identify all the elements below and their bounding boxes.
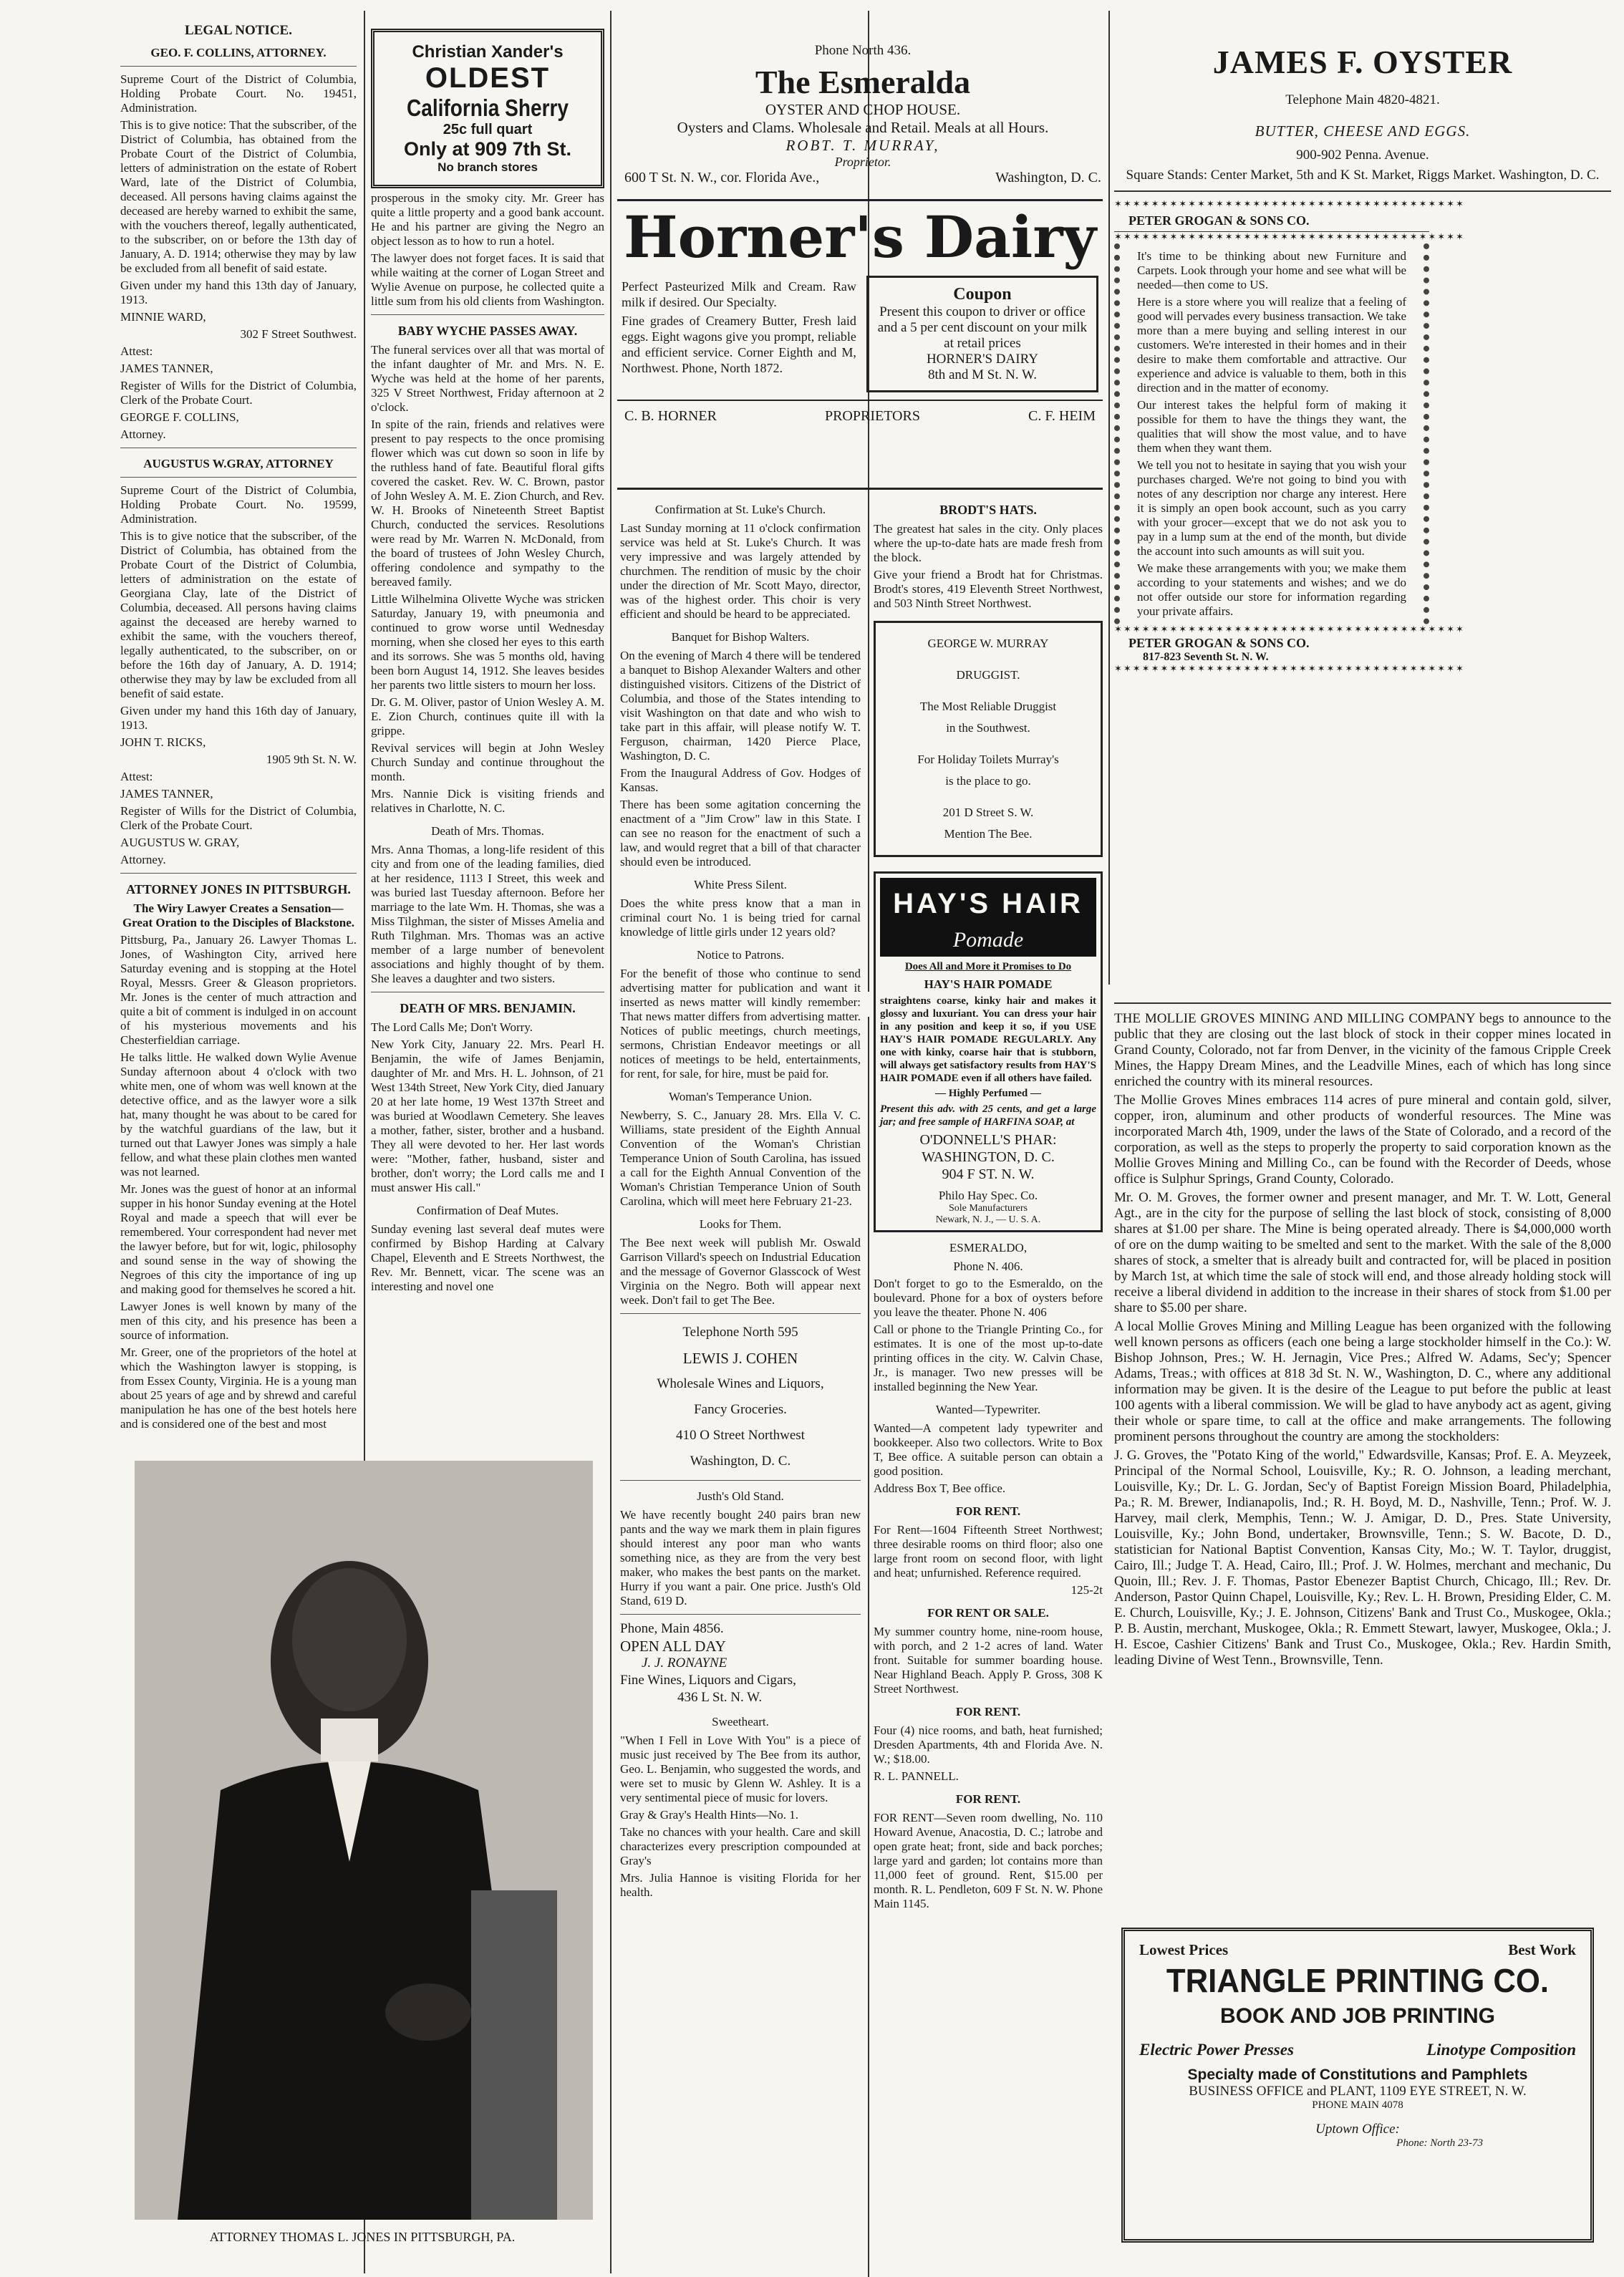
grogan-title: PETER GROGAN & SONS CO. [1114,211,1429,232]
notice2-body: This is to give notice that the subscriber, of the District of Columbia, has obtained from the Probate Court of the District of Columbia, letters of administration on the estate of Georgiana Clay, late of the District of Columbia, deceased. All persons having claims against the deceased are hereby warned to exhibit the same, with the vouchers thereof, legally authenticated, to the subscriber, on or before the 16th day of January, A. D. 1914; otherwise they may by law be excluded from all benefit of said estate. [120,529,357,700]
hays-logo-text: HAY'S HAIR [893,888,1083,919]
news-paragraph: In spite of the rain, friends and relatives were present to pay respects to the once promising flower which was cut down so soon in life by the ruthless hand of fate. Beautiful floral gifts covered the casket. Rev. W. C. Brown, pastor of John Wesley A. M. E. Zion Church, and Rev. W. H. Brooks of Nineteenth Street Baptist Church, conducted the services. Resolutions were read by Mr. Warren N. McDonald, from the board of trustees of John Wesley Church, offering condolence and sympathy to the bereaved family. [371,417,604,589]
sweetheart-headline: Sweetheart. [712,1715,769,1729]
news-paragraph: Take no chances with your health. Care and skill characterizes every prescription compounded at Gray's [620,1825,861,1867]
grogan-footer: PETER GROGAN & SONS CO. [1128,636,1310,650]
news-paragraph: Little Wilhelmina Olivette Wyche was stricken Saturday, January 19, with pneumonia and continued to grow worse until Wednesday morning, when she closed her eyes to this earth and its sorrows. She was 5 months old, having been born August 14, 1912. She leaves besides her parents two little sisters to mourn her loss. [371,592,604,692]
thomas-headline: Death of Mrs. Thomas. [431,824,544,838]
jones-photo-block [120,1461,604,2263]
hays-pomade-ad [874,871,1103,1232]
hays-store-line: WASHINGTON, D. C. [922,1149,1055,1165]
murray-druggist-ad [874,621,1103,857]
tp-subtitle: BOOK AND JOB PRINTING [1220,2004,1495,2028]
tp-lowest-prices: Lowest Prices [1139,1941,1229,1958]
rent4-headline: FOR RENT. [955,1792,1021,1806]
cohen-name: LEWIS J. COHEN [682,1350,798,1367]
ronayne-address: 436 L St. N. W. [677,1690,763,1705]
column-news-2 [371,14,604,1454]
grogan-body [1114,243,1429,624]
notice1-register: Register of Wills for the District of Columbia, Clerk of the Probate Court. [120,379,357,407]
dairy-text [622,276,856,392]
column-ads-4 [874,494,1103,2270]
dairy-title: Horner's Dairy [624,203,1096,271]
star-border: ✶✶✶✶✶✶✶✶✶✶✶✶✶✶✶✶✶✶✶✶✶✶✶✶✶✶✶✶✶✶✶✶✶✶✶✶✶✶ [1114,199,1465,210]
news-paragraph: Gray & Gray's Health Hints—No. 1. [620,1808,799,1822]
coupon-address: 8th and M St. N. W. [927,367,1037,382]
news-paragraph: Newberry, S. C., January 28. Mrs. Ella V. C. Williams, state president of the Eighth Annual Convention of the Woman's Christian Temperance Union of South Carolina, has issued a call for the Eighth Annual Convention of the Woman's Christian Temperance Union of South Carolina, which will meet here February 21-23. [620,1108,861,1208]
notice1-collins: GEORGE F. COLLINS, [120,410,239,424]
news-paragraph: For Rent—1604 Fifteenth Street Northwest; three desirable rooms on third floor; also one large front room on second floor, with light and heat; unfurnished. Reference required. [874,1523,1103,1580]
jones-paragraph: Lawyer Jones is well known by many of the men of this city, and his presence has been a source of information. [120,1300,357,1342]
notice2-attest: Attest: [120,770,153,783]
tp-best-work: Best Work [1508,1941,1576,1958]
divider [1114,190,1611,192]
proprietors-label: PROPRIETORS [824,408,920,424]
murray-title: DRUGGIST. [956,668,1020,682]
notice2-court: Supreme Court of the District of Columbia, Holding Probate Court. No. 19599, Administration. [120,483,357,526]
jones-subhead: The Wiry Lawyer Creates a Sensation—Great Oration to the Disciples of Blackstone. [122,901,355,929]
news-paragraph: The lawyer does not forget faces. It is said that while waiting at the corner of Logan Street and Wylie Avenue on purpose, he collected quite a little sum from his old clients from Washington. [371,251,605,308]
temperance-headline: Woman's Temperance Union. [669,1090,812,1103]
jones-paragraph: Pittsburg, Pa., January 26. Lawyer Thomas L. Jones, of Washington City, arrived here Saturday evening and is stopping at the Hotel Royal, Messrs. Greer & Gleason proprietors. Mr. Jones is the center of much attraction and quite a bit of comment is indulged in on account of his mysterious movements and his Chesterfieldian carriage. [120,933,357,1047]
murray-name: GEORGE W. MURRAY [927,637,1049,650]
hays-logo [880,878,1096,957]
news-paragraph: Does the white press know that a man in criminal court No. 1 is being tried for carnal knowledge of little girls under 12 years old? [620,896,861,939]
oyster-address: 900-902 Penna. Avenue. [1296,148,1429,163]
esmeralda-owner: ROBT. T. MURRAY, [786,137,940,154]
sherry-brand: Christian Xander's [412,42,564,62]
oyster-title: JAMES F. OYSTER [1212,44,1513,80]
oyster-line: BUTTER, CHEESE AND EGGS. [1255,122,1471,140]
news-paragraph: Dr. G. M. Oliver, pastor of Union Wesley A. M. E. Zion Church, continues quite ill with la grippe. [371,695,604,738]
notice1-attorney: Attorney. [120,427,166,441]
tp-top-row [1139,1941,1576,1959]
silent-headline: White Press Silent. [694,878,787,891]
column-rule [610,11,612,2273]
grogan-paragraph: Here is a store where you will realize that a feeling of good will pervades every business transaction. We take more than a mere buying and selling interest in our customers. We're interested in their homes and in their desire to make them comfortable and attractive. Our experience and advice is valuable to them, both in this direction and in the matter of economy. [1137,295,1406,395]
hays-maker [880,1189,1096,1226]
news-paragraph: Call or phone to the Triangle Printing Co., for estimates. It is one of the most up-to-date printing offices in the city. W. Calvin Chase, Jr., is manager. Two new presses will be installed beginning the New Year. [874,1323,1103,1393]
hays-perfumed: — Highly Perfumed — [935,1088,1041,1099]
dairy-paragraph: Perfect Pasteurized Milk and Cream. Raw milk if desired. Our Specialty. [622,279,856,309]
murray-line: The Most Reliable Druggist [919,700,1057,713]
esmeralda-phone: Phone North 436. [814,43,912,58]
jones-headline: ATTORNEY JONES IN PITTSBURGH. [126,882,351,896]
hays-offer: Present this adv. with 25 cents, and get a large jar; and free sample of HARFINA SOAP, at [880,1103,1096,1128]
banquet-headline: Banquet for Bishop Walters. [671,630,810,644]
news-paragraph: Mrs. Anna Thomas, a long-life resident of this city and from one of the leading families, died at her residence, 1113 I Street, this week and was buried last Tuesday afternoon. Before her marriage to the late Wm. H. Thomas, she was a Miss Tilghman, the sister of Misses Amelia and Ruth Tilghman. Mrs. Thomas was an active member of a large number of benevolent associations and highly thought of by them. She leaves a daughter and two sisters. [371,843,604,985]
patrons-headline: Notice to Patrons. [696,948,785,962]
oyster-phone: Telephone Main 4820-4821. [1285,92,1440,107]
hays-store [880,1131,1096,1183]
hays-logo-pomade: Pomade [952,928,1024,952]
esmeralda-title: The Esmeralda [755,64,971,100]
rent2-headline: FOR RENT OR SALE. [927,1606,1049,1620]
horners-dairy-ad [617,199,1103,490]
dairy-paragraph: Fine grades of Creamery Butter, Fresh laid eggs. Eight wagons give you prompt, reliable and efficient service. Corner Eighth and M, Northwest. Phone, North 1872. [622,314,856,375]
news-paragraph: For the benefit of those who continue to send advertising matter for publication and want it inserted as news matter will kindly remember: That news matter differs from advertising matter. Notices of public meetings, church meetings, sermons, Christian Endeavor meetings or all notices of meetings to be held, entertainments, for rent, for sale, for hire, must be paid for. [620,967,861,1081]
hays-maker-line: Philo Hay Spec. Co. [938,1189,1038,1202]
dairy-coupon[interactable] [866,276,1098,392]
divider [371,314,604,315]
esmeralda-ad [617,14,1108,208]
grogan-address: 817-823 Seventh St. N. W. [1143,651,1269,663]
news-paragraph: From the Inaugural Address of Gov. Hodges of Kansas. [620,766,861,794]
cohen-ad [620,1320,861,1474]
column-rule [868,1017,869,2277]
esmeralda-proprietor: Proprietor. [834,155,891,169]
news-paragraph: Four (4) nice rooms, and bath, heat furnished; Dresden Apartments, 4th and Florida Ave. N. W.; $18.00. [874,1724,1103,1766]
mining-paragraph: THE MOLLIE GROVES MINING AND MILLING COMPANY begs to announce to the public that they are closing out the last block of stock in their copper mines located in Grand County, Colorado, not far from Denver, in the vicinity of the famous Cripple Creek Mines, the Happy Dream Mines, and the Leadville Mines, each of which has long since enriched the country with its mineral resources. [1114,1011,1611,1089]
ronayne-ad [620,1620,861,1706]
news-paragraph: My summer country home, nine-room house, with porch, and 2 1-2 acres of land. Water front. Suitable for summer boarding house. Near Highland Beach. Apply P. Gross, 308 K Street Northwest. [874,1625,1103,1696]
ronayne-open: OPEN ALL DAY [620,1638,726,1655]
news-paragraph: Don't forget to go to the Esmeraldo, on the boulevard. Phone for a box of oysters before you leave the theater. Phone N. 406 [874,1277,1103,1319]
notice1-given: Given under my hand this 13th day of January, 1913. [120,279,357,306]
column-news-3 [620,494,861,2270]
sherry-price: 25c full quart [443,122,533,137]
hays-paragraph: straightens coarse, kinky hair and makes it glossy and luxuriant. You can dress your hair in any position and keep it so, if you USE HAY'S HAIR POMADE REGULARLY. Any one with kinky, coarse hair that is stubborn, will always get satisfactory results from HAY'S HAIR POMADE even if all others have failed. [880,995,1096,1084]
notice2-register: Register of Wills for the District of Columbia, Clerk of the Probate Court. [120,804,357,832]
jones-paragraph: He talks little. He walked down Wylie Avenue Sunday afternoon about 4 o'clock with two white men, one of whom was well known at the detective office, and as the lawyer wore a silk hat, many thought he was about to be cared for by the watchful guardians of the law, but it turned out that Lawyer Jones was simply a hale fellow, and what these plain clothes men wanted was not learned. [120,1050,357,1179]
legal-notice-title: LEGAL NOTICE. [185,23,292,38]
news-paragraph: Mrs. Nannie Dick is visiting friends and relatives in Charlotte, N. C. [371,787,604,815]
proprietor-right: C. F. HEIM [1028,408,1096,424]
esmeralda-subtitle: OYSTER AND CHOP HOUSE. [765,101,961,118]
mining-company-article [1114,995,1611,1926]
benjamin-headline: DEATH OF MRS. BENJAMIN. [400,1001,576,1015]
hays-maker-line: Newark, N. J., — U. S. A. [935,1214,1041,1225]
news-paragraph: The Bee next week will publish Mr. Oswald Garrison Villard's speech on Industrial Education and the message of Governor Glasscock of West Virginia on the Negro. Both will appear next week. Don't fail to get The Bee. [620,1236,861,1307]
divider [1114,1002,1611,1004]
dairy-columns [617,273,1103,395]
news-paragraph: Last Sunday morning at 11 o'clock confirmation service was held at St. Luke's Church. It was very impressive and was largely attended by churchmen. The rendition of music by the choir under the direction of Mr. Scott Mayo, director, was of the highest order. This choir is very efficient and should be heard to be appreciated. [620,521,861,621]
tp-office: BUSINESS OFFICE and PLANT, 1109 EYE STREET, N. W. [1189,2084,1527,2099]
column-rule [1108,11,1110,985]
cohen-line: Washington, D. C. [690,1454,791,1469]
news-paragraph: The funeral services over all that was mortal of the infant daughter of Mr. and Mrs. N. E. Wyche was held at the home of her parents, 325 V Street Northwest, Friday afternoon at 2 o'clock. [371,343,604,414]
esmeralda-services: Oysters and Clams. Wholesale and Retail. Meals at all Hours. [677,119,1049,136]
news-paragraph: We have recently bought 240 pairs bran new pants and the way we mark them in plain figures should interest any poor man who wants something nice, as they are from the very best maker, who makes the best pants on the market. Hurry if you want a pair. One price. Justh's Old Stand, 619 D. [620,1508,861,1608]
hays-title: HAY'S HAIR POMADE [924,977,1053,991]
brodt-headline: BRODT'S HATS. [939,503,1037,517]
sherry-address: Only at 909 7th St. [403,138,572,160]
tp-uptown-phone: Phone: North 23-73 [1396,2137,1483,2149]
esmeralda-city: Washington, D. C. [995,170,1101,185]
wanted-headline: Wanted—Typewriter. [935,1403,1041,1416]
coupon-title: Coupon [953,285,1012,304]
divider [120,477,357,478]
esmeraldo-headline: ESMERALDO, [949,1241,1028,1254]
sherry-branch: No branch stores [438,160,538,174]
mutes-headline: Confirmation of Deaf Mutes. [416,1204,559,1217]
news-paragraph: There has been some agitation concerning the enactment of a "Jim Crow" law in this State. I can see no reason for the enactment of such a law, and would regret that a bill of that character should even be introduced. [620,798,861,869]
mining-paragraph: A local Mollie Groves Mining and Milling League has been organized with the following well known persons as officers (each one being a large stockholder himself in the Co.): W. Bishop Johnson, Pres.; W. H. Jernagin, Vice Pres.; Alfred W. Adams, Sec'y; Spencer Adams, Treas.; with offices at 818 3d St. N. W., Washington, D. C., where any additional information may be given. It is the desire of the League to put before the public at least 100 agents with a liberal commission. We will be glad to have anybody act as agent, giving their whole or spare time, to call at the office and make arrangements. The following prominent persons throughout the country are among the stockholders: [1114,1319,1611,1444]
news-paragraph: Wanted—A competent lady typewriter and bookkeeper. Also two collectors. Write to Box T, Bee office. A suitable person can obtain a good position. [874,1421,1103,1478]
news-paragraph: New York City, January 22. Mrs. Pearl H. Benjamin, the wife of James Benjamin, daughter of Mr. and Mrs. H. L. Johnson, of 21 West 134th Street, New York City, died January 20 at her late home, 19 West 137th Street and was buried at Woodlawn Cemetery. She leaves a mother, father, sister, brother and a husband. They all were devoted to her. Her last words were: "Mother, father, husband, sister and brother, don't worry; the Lord calls me and I must answer His call." [371,1038,604,1194]
divider [620,1614,861,1615]
notice2-name: JOHN T. RICKS, [120,735,206,749]
ronayne-name: J. J. RONAYNE [642,1655,728,1671]
tp-specialty: Specialty made of Constitutions and Pamphlets [1187,2066,1528,2083]
brodt-paragraph: The greatest hat sales in the city. Only places where the up-to-date hats are made fresh from the block. [874,522,1103,564]
tp-linotype: Linotype Composition [1426,2041,1576,2059]
news-paragraph: prosperous in the smoky city. Mr. Greer has quite a little property and a good bank account. He and his partner are giving the Negro an object lesson as to how to run a hotel. [371,191,604,248]
notice1-attest: Attest: [120,344,153,358]
grogan-paragraph: It's time to be thinking about new Furniture and Carpets. Look through your home and see what will be needed—then come to US. [1137,249,1406,291]
star-border: ✶✶✶✶✶✶✶✶✶✶✶✶✶✶✶✶✶✶✶✶✶✶✶✶✶✶✶✶✶✶✶✶✶✶✶✶✶✶ [1114,664,1465,675]
murray-line: For Holiday Toilets Murray's [917,753,1059,766]
ronayne-line: Fine Wines, Liquors and Cigars, [620,1673,796,1688]
news-paragraph: On the evening of March 4 there will be tendered a banquet to Bishop Alexander Walters and other distinguished visitors. Citizens of the District of Columbia, and those of the States intending to visit Washington on that date and who wish to take part in this affair, will please notify W. T. Ferguson, chairman, 1420 Pierce Place, Washington, D. C. [620,649,861,763]
confirmation-headline: Confirmation at St. Luke's Church. [654,503,826,516]
news-paragraph: "When I Fell in Love With You" is a piece of music just received by The Bee from its author, Geo. L. Benjamin, who suggested the words, and were set to music by Glenn W. Ashley. It is a very sentimental piece of music for lovers. [620,1734,861,1804]
coupon-text: Present this coupon to driver or office and a 5 per cent discount on your milk at retail prices [877,304,1088,351]
mining-paragraph: J. G. Groves, the "Potato King of the world," Edwardsville, Kansas; Prof. E. A. Meyzeek, Principal of the Normal School, Louisville, Ky.; R. O. Johnson, a leading merchant, Louisville, Ky.; Dr. L. G. Jordan, Sec'y of Baptist Foreign Mission Board, Philadelphia, Pa.; R. M. Brewer, Indianapolis, Ind.; R. H. Boyd, M. D., Nashville, Tenn.; Prof. W. J. Harvey, mail clerk, Memphis, Tenn.; W. J. Amigar, D. D., Pres. State University, Louisville, Ky.; John Bond, undertaker, Brownsville, Tenn.; S. W. Bacote, D. D., statistician for National Baptist Convention, Kansas City, Mo.; W. T. Taylor, druggist, Cairo, Ill.; Judge T. A. Head, Cairo, Ill.; Prof. J. W. Holmes, merchant and mechanic, Du Quoin, Ill.; Rev. J. F. Thomas, Pastor Ebenezer Baptist Church, Chicago, Ill.; Rev. Dr. Anderson, Pastor Quinn Chapel, Louisville, Ky.; Rev. L. H. Brown, Presiding Elder, C. M. E. Church, Louisville, Ky.; J. E. Johnson, Citizens' Bank and Trust Co., Muskogee, Okla.; P. B. Austin, merchant, Muskogee, Okla.; R. Emmett Stewart, lawyer, Muskogee, Okla.; J. H. Escoe, Cashier Citizens' Bank and Trust Co., Muskogee, Okla.; Rev. Hardin Smith, leading Divine of West Tenn., Brownsville, Tenn. [1114,1448,1611,1668]
sherry-product: California Sherry [406,95,569,121]
coupon-name: HORNER'S DAIRY [926,352,1038,367]
cohen-line: Fancy Groceries. [694,1402,787,1417]
esmeraldo-phone: Phone N. 406. [953,1260,1023,1273]
notice1-body: This is to give notice: That the subscriber, of the District of Columbia, has obtained from the Probate Court of the District of Columbia, letters of administration on the estate of Robert Ward, late of the District of Columbia, deceased. All persons having claims against the deceased are hereby warned to exhibit the same, with the vouchers thereof, legally authenticated, to the subscriber, on or before the 13th day of January, A. D. 1914; otherwise they may by law be excluded from all benefit of said estate. [120,118,357,275]
hays-store-line: O'DONNELL'S PHAR: [919,1132,1057,1148]
mining-paragraph: The Mollie Groves Mines embraces 114 acres of pure mineral and contain gold, silver, copper, iron, aluminum and other products of wonderful resources. The Mine was incorporated March 4th, 1909, under the laws of the State of Colorado, and a record of the corporation, as well as the steps to properly the property to said corporation known as the Mollie Groves Mining and Milling Co., can be found with the Recorder of Deeds, whose office is Sulphur Springs, Grand County, Colorado. [1114,1093,1611,1186]
looks-headline: Looks for Them. [699,1217,782,1231]
wyche-headline: BABY WYCHE PASSES AWAY. [397,324,578,338]
murray-address: 201 D Street S. W. [942,806,1034,819]
gray-attorney-heading: AUGUSTUS W.GRAY, ATTORNEY [143,457,334,470]
triangle-printing-ad [1121,1928,1594,2243]
cohen-phone: Telephone North 595 [682,1325,798,1340]
divider [620,1313,861,1314]
notice1-name: MINNIE WARD, [120,310,206,324]
collins-attorney-heading: GEO. F. COLLINS, ATTORNEY. [150,46,327,59]
hays-store-line: 904 F ST. N. W. [942,1166,1035,1182]
column-ads-5 [1114,14,1611,1002]
grogan-paragraph: We make these arrangements with you; we make them according to your statements and wishes; and we do not offer outside our store for information regarding your private affairs. [1137,561,1406,618]
divider [120,66,357,67]
jones-paragraph: Mr. Jones was the guest of honor at an informal supper in his honor Sunday evening at the Hotel Royal and made a speech that will ever be remembered. Your correspondent had never met the lawyer before, but for wit, logic, philosophy and sound sense in the way of showing the Negroes of this city the importance of ing up and making good for themselves he scored a hit. [120,1182,357,1296]
notice2-given: Given under my hand this 16th day of January, 1913. [120,704,357,732]
hays-maker-line: Sole Manufacturers [948,1203,1028,1214]
dairy-proprietors-row [617,400,1103,432]
cohen-line: 410 O Street Northwest [676,1428,805,1443]
grogan-paragraph: We tell you not to hesitate in saying that you wish your purchases charged. We're not going to bind you with notes of any description nor charge any interest. Here it is simply an open book account, such as you carry with your grocer—except that we do not ask you to pay in a lump sum at the end of the month, but divide the account into such amounts as will suit you. [1137,458,1406,558]
sherry-ad [371,29,604,188]
murray-line: in the Southwest. [946,721,1030,735]
news-paragraph: FOR RENT—Seven room dwelling, No. 110 Howard Avenue, Anacostia, D. C.; latrobe and open grate heat; front, side and back porches; large yard and garden; lot contains more than 11,000 feet of ground. Rent, $15.00 per month. R. L. Pendleton, 609 F St. N. W. Phone Main 1145. [874,1811,1103,1910]
rent1-headline: FOR RENT. [955,1504,1021,1518]
tp-middle-row [1139,2041,1576,2059]
rent3-headline: FOR RENT. [955,1705,1021,1718]
rent1-code: 125-2t [1070,1583,1103,1597]
notice1-address: 302 F Street Southwest. [240,327,357,341]
ronayne-phone: Phone, Main 4856. [620,1621,724,1636]
tp-title: TRIANGLE PRINTING CO. [1166,1962,1550,1999]
star-border: ✶✶✶✶✶✶✶✶✶✶✶✶✶✶✶✶✶✶✶✶✶✶✶✶✶✶✶✶✶✶✶✶✶✶✶✶✶✶ [1114,624,1465,635]
murray-line: is the place to go. [945,774,1031,788]
notice2-address: 1905 9th St. N. W. [266,753,357,766]
sherry-oldest: OLDEST [425,62,551,94]
notice2-attorney: Attorney. [120,853,166,866]
divider [620,1480,861,1481]
notice2-gray: AUGUSTUS W. GRAY, [120,836,240,849]
benjamin-subhead: The Lord Calls Me; Don't Worry. [371,1020,533,1034]
divider [120,873,357,874]
proprietor-left: C. B. HORNER [624,408,717,424]
news-paragraph: Sunday evening last several deaf mutes were confirmed by Bishop Harding at Calvary Chapel, Eleventh and E Streets Northwest, the Rev. Mr. Bennett, vicar. The scene was an interesting and novel one [371,1222,604,1293]
news-paragraph: Revival services will begin at John Wesley Church Sunday and continue throughout the month. [371,741,604,783]
notice1-court: Supreme Court of the District of Columbia, Holding Probate Court. No. 19451, Administration. [120,72,357,115]
rent3-name: R. L. PANNELL. [874,1769,959,1783]
tp-uptown: Uptown Office: [1315,2122,1400,2137]
justh-headline: Justh's Old Stand. [697,1489,784,1503]
hays-tagline: Does All and More it Promises to Do [904,961,1072,972]
news-paragraph: Address Box T, Bee office. [874,1481,1006,1495]
portrait-illustration [135,1461,593,2220]
jones-portrait-image [135,1461,593,2220]
grogan-paragraph: Our interest takes the helpful form of making it possible for them to have the things they want, the qualities that will show the most value, and to have them when they want them. [1137,398,1406,455]
star-border: ✶✶✶✶✶✶✶✶✶✶✶✶✶✶✶✶✶✶✶✶✶✶✶✶✶✶✶✶✶✶✶✶✶✶✶✶✶✶ [1114,232,1465,243]
esmeralda-address: 600 T St. N. W., cor. Florida Ave., [624,170,820,185]
brodt-paragraph: Give your friend a Brodt hat for Christmas. Brodt's stores, 419 Eleventh Street Northwest, and 503 Ninth Street Northwest. [874,568,1103,610]
grogan-ad [1114,199,1465,675]
notice1-tanner: JAMES TANNER, [120,362,213,375]
murray-mention: Mention The Bee. [944,827,1033,841]
oyster-stands: Square Stands: Center Market, 5th and K St. Market, Riggs Market. Washington, D. C. [1126,168,1600,183]
photo-caption: ATTORNEY THOMAS L. JONES IN PITTSBURGH, PA. [209,2230,516,2244]
jones-paragraph: Mr. Greer, one of the proprietors of the hotel at which the Washington lawyer is stopping, is from Essex County, Virginia. He is a young man about 25 years of age and by shrewd and careful manipulation he has one of the best hotels here and is considered one of the best and most [120,1345,357,1431]
mining-paragraph: Mr. O. M. Groves, the former owner and present manager, and Mr. T. W. Lott, General Agt., are in the city for the purpose of selling the last block of stock, consisting of 8,000 shares at $1.00 per share. The Mine is being operated already. There is $4,000,000 worth of ore on the dump waiting to be smelted and sent to the market. With the sale of the 8,000 shares of stock, a smelter that is already built and contracted for, will be placed in position by March 1st, at which time the sale of stock will end, and those already holding stock will receive a liberal dividend in addition to the increase in their shares of stock from $1.00 per share to $5.00 per share. [1114,1190,1611,1315]
news-paragraph: Mrs. Julia Hannoe is visiting Florida for her health. [620,1871,861,1899]
tp-electric: Electric Power Presses [1139,2041,1294,2059]
cohen-line: Wholesale Wines and Liquors, [657,1376,824,1391]
tp-phone: PHONE MAIN 4078 [1312,2099,1403,2111]
notice2-tanner: JAMES TANNER, [120,787,213,801]
esmeralda-address-row [617,170,1108,186]
